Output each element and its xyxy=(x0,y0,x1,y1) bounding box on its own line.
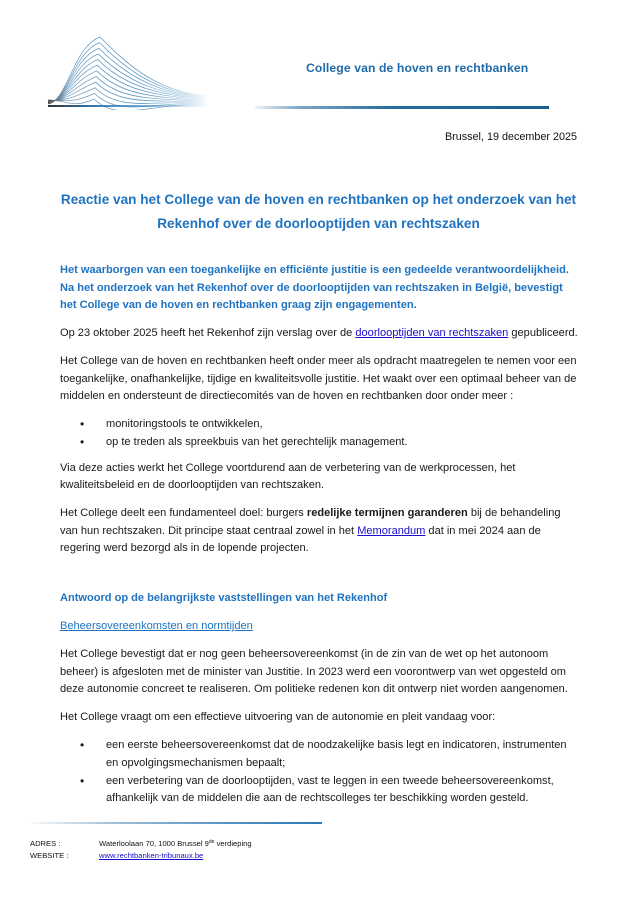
address-text: Waterloolaan 70, 1000 Brussel 9 xyxy=(99,839,209,848)
bullet-list-tasks xyxy=(60,416,580,451)
document-body xyxy=(60,262,580,816)
title-line-1: Reactie van het College van de hoven en rechtbanken op het onderzoek van het xyxy=(60,192,577,207)
link-memorandum[interactable]: Memorandum xyxy=(357,524,426,537)
footer xyxy=(30,838,252,862)
emphasis: redelijke termijnen garanderen xyxy=(306,507,468,520)
logo-curve xyxy=(48,54,208,103)
list-item: • monitoringstools te ontwikkelen, xyxy=(106,416,580,434)
list-item: • op te treden als spreekbuis van het gerechtelijk management. xyxy=(106,434,580,452)
title-line-2: Rekenhof over de doorlooptijden van rechtszaken xyxy=(157,216,480,231)
logo-curve xyxy=(48,60,208,103)
spacer xyxy=(60,568,580,590)
document-title xyxy=(60,188,577,236)
text: dat in mei 2024 aan de regering werd bezorgd als in de lopende projecten. xyxy=(60,524,541,555)
header-divider xyxy=(255,106,549,109)
document-date: Brussel, 19 december 2025 xyxy=(444,131,577,143)
paragraph-publication xyxy=(60,325,580,343)
list-item: • een verbetering van de doorlooptijden, vast te leggen in een tweede beheersovereenkomst, afhankelijk van de middelen die aan de rechtscolleges ter beschikking worden gesteld. xyxy=(106,773,580,808)
text: gepubliceerd. xyxy=(508,327,578,340)
text: Het College deelt een fundamenteel doel: burgers xyxy=(60,507,307,520)
address-label: ADRES : xyxy=(30,839,61,848)
list-item: • een eerste beheersovereenkomst dat de noodzakelijke basis legt en indicatoren, instrumenten en opvolgingsmechanismen bepaalt; xyxy=(106,737,580,772)
bullet-list-requests xyxy=(60,737,580,807)
paragraph-request: Het College vraagt om een effectieve uitvoering van de autonomie en pleit vandaag voor: xyxy=(60,711,496,724)
text: Op 23 oktober 2025 heeft het Rekenhof zijn verslag over de xyxy=(60,327,356,340)
address-floor: verdieping xyxy=(214,839,252,848)
paragraph-actions: Via deze acties werkt het College voortdurend aan de verbetering van de werkprocessen, het kwaliteitsbeleid en de doorlooptijden van rechtszaken. xyxy=(60,461,516,492)
logo-curve xyxy=(48,48,208,103)
paragraph-mission: Het College van de hoven en rechtbanken heeft onder meer als opdracht maatregelen te nemen voor een toegankelijke, onafhankelijke, tijdige en kwaliteitsvolle justitie. Het waakt over een optimaal beheer van de middelen en ondersteunt de directiecomités van de hoven en rechtbanken door onder meer : xyxy=(60,355,577,403)
website-link[interactable]: www.rechtbanken-tribunaux.be xyxy=(99,851,204,860)
link-doorlooptijden[interactable]: doorlooptijden van rechtszaken xyxy=(355,327,509,340)
address-value xyxy=(99,838,252,850)
college-logo xyxy=(45,30,210,110)
paragraph-agreement: Het College bevestigt dat er nog geen beheersovereenkomst (in de zin van de wet op het autonoom beheer) is afgesloten met de minister van Justitie. In 2023 werd een voorontwerp van wet opgesteld om deze autonomie concreet te realiseren. Om politieke redenen kon dit ontwerp niet worden aangenomen. xyxy=(60,648,568,696)
footer-website xyxy=(30,850,252,862)
website-label: WEBSITE : xyxy=(30,851,69,860)
footer-divider xyxy=(30,822,322,824)
text: bij de behandeling van hun rechtszaken. Dit principe staat centraal zowel in het xyxy=(60,507,561,537)
section-heading: Antwoord op de belangrijkste vaststellingen van het Rekenhof xyxy=(60,592,388,605)
footer-address xyxy=(30,838,252,850)
sub-heading: Beheersovereenkomsten en normtijden xyxy=(60,620,253,633)
floor-suffix: de xyxy=(208,839,215,845)
organization-name: College van de hoven en rechtbanken xyxy=(306,61,529,75)
lead-paragraph: Het waarborgen van een toegankelijke en efficiënte justitie is een gedeelde verantwoordelijkheid. Na het onderzoek van het Rekenhof over de doorlooptijden van rechtszaken in België, bevestigt het College van de hoven en rechtbanken graag zijn engagementen. xyxy=(60,264,569,312)
paragraph-goal xyxy=(60,505,580,558)
